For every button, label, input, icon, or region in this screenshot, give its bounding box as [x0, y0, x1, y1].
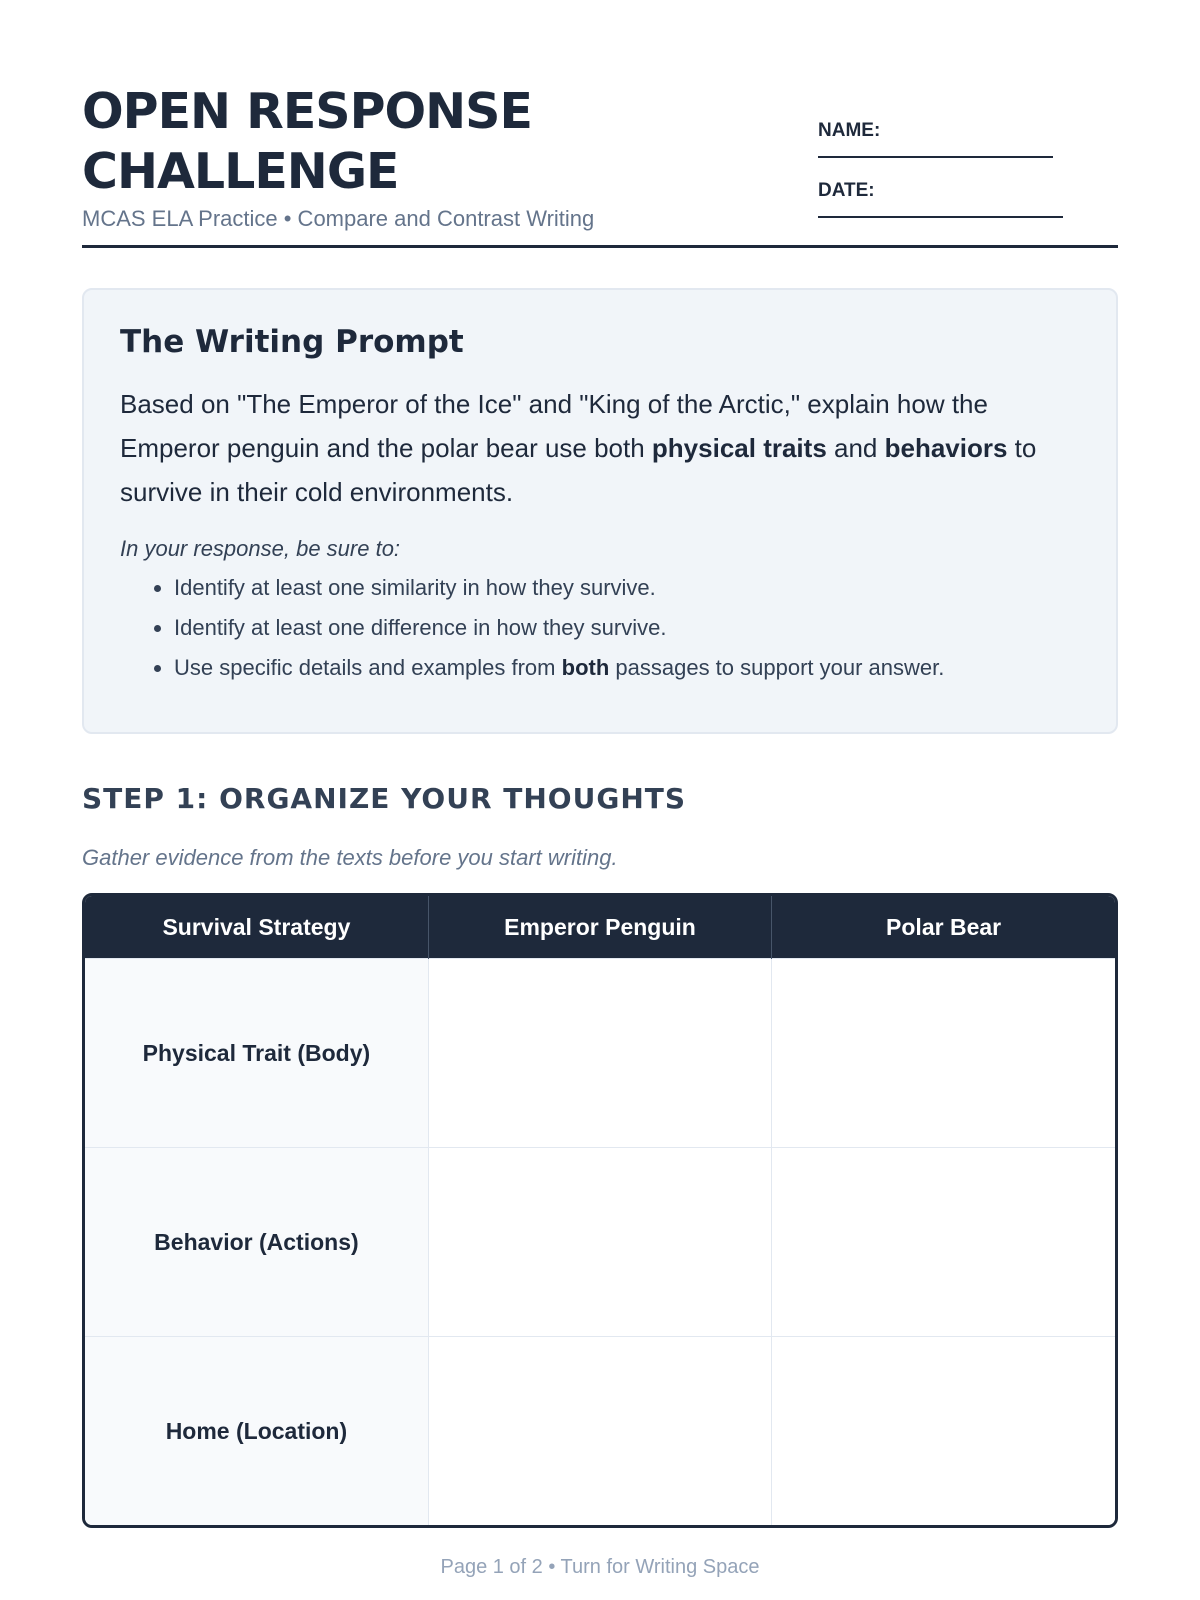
title-block: [82, 82, 594, 232]
step1-subtitle: Gather evidence from the texts before you start writing.: [82, 845, 618, 870]
prompt-text-part1: Based on "The Emperor of the Ice" and "King of the Arctic," explain how the Emperor penguin and the polar bear use both: [120, 389, 988, 463]
answer-cell-polar-bear[interactable]: [772, 959, 1115, 1148]
table-header-row: [85, 896, 1115, 959]
page-footer: Page 1 of 2 • Turn for Writing Space: [440, 1556, 760, 1578]
answer-cell-polar-bear[interactable]: [772, 1148, 1115, 1337]
page-subtitle: MCAS ELA Practice • Compare and Contrast Writing: [82, 206, 595, 231]
title-line-2: CHALLENGE: [82, 143, 399, 200]
answer-cell-penguin[interactable]: [428, 959, 771, 1148]
name-field[interactable]: [818, 120, 1118, 180]
date-field[interactable]: [818, 180, 1118, 240]
name-blank-line[interactable]: [818, 142, 1053, 158]
page-title: [82, 82, 594, 202]
instruction-emphasis-both: both: [561, 655, 610, 680]
instruction-item: • Identify at least one difference in how they survive.: [174, 608, 1080, 648]
column-header: Polar Bear: [772, 896, 1115, 959]
instruction-item-rest: passages to support your answer.: [609, 655, 945, 680]
instruction-item: [174, 648, 1080, 688]
instructions-list: [120, 568, 1080, 688]
prompt-emphasis-physical-traits: physical traits: [651, 433, 827, 463]
prompt-text-part2: and: [826, 433, 885, 463]
row-label: Physical Trait (Body): [85, 959, 428, 1148]
instructions-lead: In your response, be sure to:: [120, 536, 401, 561]
prompt-text-part3: to survive in their cold environments.: [120, 433, 1037, 507]
answer-cell-penguin[interactable]: [428, 1148, 771, 1337]
column-header: Survival Strategy: [85, 896, 428, 959]
student-info: [818, 82, 1118, 240]
answer-cell-polar-bear[interactable]: [772, 1337, 1115, 1526]
name-label: NAME:: [818, 120, 881, 141]
prompt-text: [120, 382, 1080, 514]
instruction-item: • Identify at least one similarity in how they survive.: [174, 568, 1080, 608]
step1-title: STEP 1: ORGANIZE YOUR THOUGHTS: [82, 782, 687, 815]
instruction-item-text: Use specific details and examples from: [174, 655, 562, 680]
table-row: [85, 959, 1115, 1148]
writing-prompt-box: [82, 288, 1118, 734]
row-label: Behavior (Actions): [85, 1148, 428, 1337]
date-label: DATE:: [818, 180, 875, 201]
date-blank-line[interactable]: [818, 202, 1063, 218]
column-header: Emperor Penguin: [428, 896, 771, 959]
prompt-title: The Writing Prompt: [120, 324, 464, 360]
worksheet-header: [82, 82, 1118, 248]
table-row: [85, 1337, 1115, 1526]
organizer-table: [82, 893, 1118, 1528]
title-line-1: OPEN RESPONSE: [82, 83, 532, 140]
row-label: Home (Location): [85, 1337, 428, 1526]
prompt-emphasis-behaviors: behaviors: [884, 433, 1008, 463]
table-row: [85, 1148, 1115, 1337]
answer-cell-penguin[interactable]: [428, 1337, 771, 1526]
